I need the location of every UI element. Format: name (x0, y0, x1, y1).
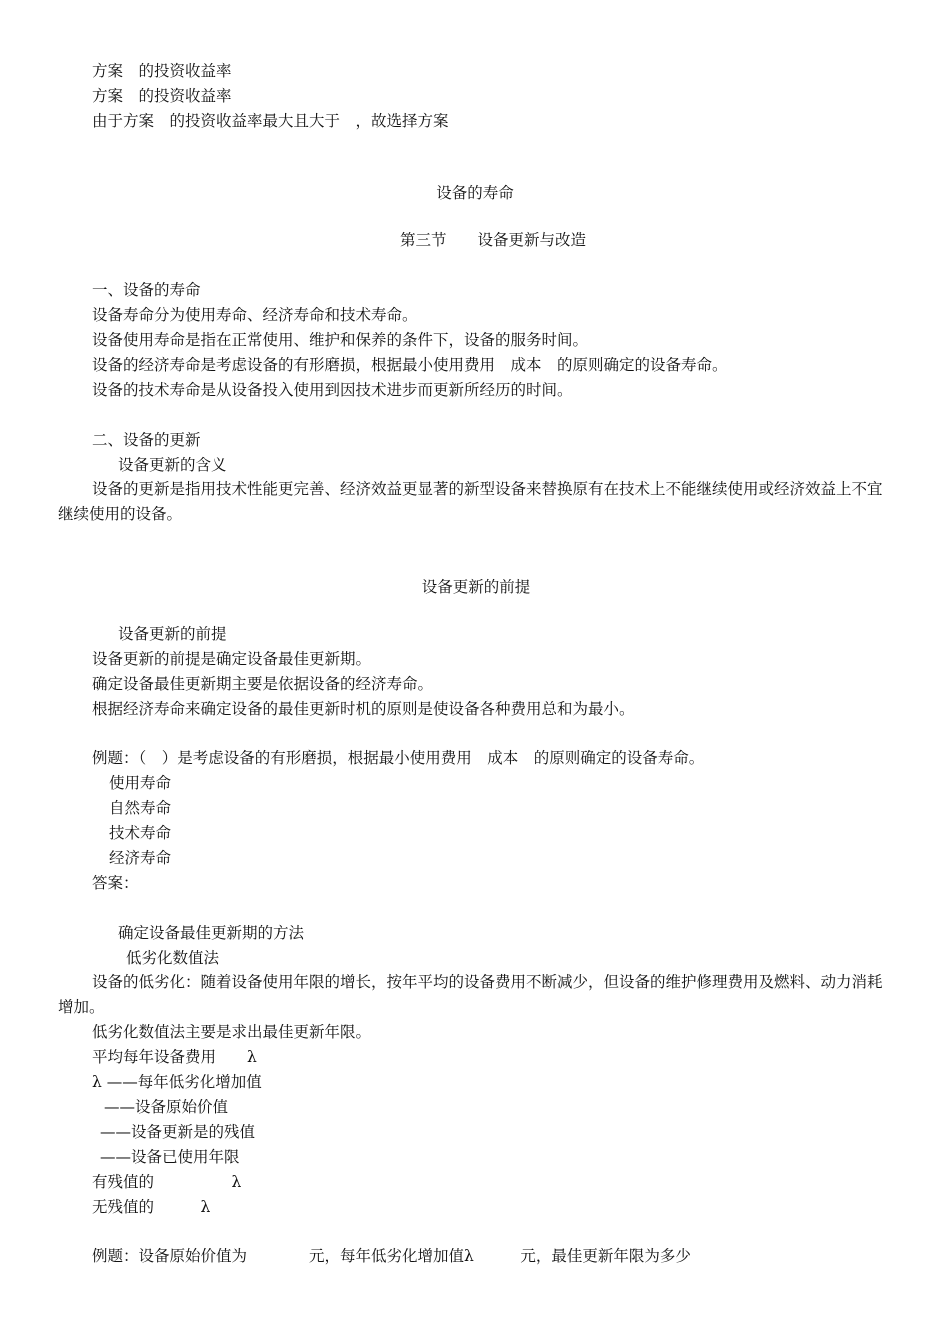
formula-line: 有残值的 λ (92, 1173, 242, 1191)
text-line: 由于方案 的投资收益率最大且大于 ，故选择方案 (92, 112, 449, 130)
formula-line: ——设备已使用年限 (100, 1148, 240, 1166)
text-line: 设备使用寿命是指在正常使用、维护和保养的条件下，设备的服务时间。 (92, 331, 589, 349)
sub-heading: 低劣化数值法 (126, 949, 220, 967)
answer-option: 技术寿命 (109, 824, 172, 842)
example-question: 例题：（ ）是考虑设备的有形磨损，根据最小使用费用 成本 的原则确定的设备寿命。 (92, 749, 705, 767)
answer-option: 经济寿命 (109, 849, 172, 867)
sub-heading: 确定设备最佳更新期的方法 (118, 924, 305, 942)
sub-heading: 设备更新的含义 (118, 456, 227, 474)
section-heading: 设备的寿命 (436, 184, 514, 202)
answer-label: 答案： (92, 874, 139, 892)
text-line: 方案 的投资收益率 (92, 87, 232, 105)
paragraph (58, 477, 894, 527)
section-heading: 设备更新的前提 (421, 578, 531, 596)
text-line: 设备的技术寿命是从设备投入使用到因技术进步而更新所经历的时间。 (92, 381, 573, 399)
text-line: 设备的经济寿命是考虑设备的有形磨损，根据最小使用费用 成本 的原则确定的设备寿命。 (92, 356, 728, 374)
formula-line: 无残值的 λ (92, 1198, 211, 1216)
sub-heading: 设备更新的前提 (118, 625, 227, 643)
text-line: 设备寿命分为使用寿命、经济寿命和技术寿命。 (92, 306, 418, 324)
subsection-heading: 二、设备的更新 (92, 431, 201, 449)
paragraph-text: 设备的更新是指用技术性能更完善、经济效益更显著的新型设备来替换原有在技术上不能继续使用或经济效益上不宜继续使用的设备。 (58, 480, 883, 523)
text-line: 低劣化数值法主要是求出最佳更新年限。 (92, 1023, 372, 1041)
paragraph (58, 970, 894, 1020)
text-line: 根据经济寿命来确定设备的最佳更新时机的原则是使设备各种费用总和为最小。 (92, 700, 635, 718)
text-line: 设备更新的前提是确定设备最佳更新期。 (92, 650, 372, 668)
paragraph-text: 设备的低劣化：随着设备使用年限的增长，按年平均的设备费用不断减少，但设备的维护修理费用及燃料、动力消耗增加。 (58, 973, 883, 1016)
text-line: 确定设备最佳更新期主要是依据设备的经济寿命。 (92, 675, 434, 693)
formula-line: ——设备原始价值 (104, 1098, 229, 1116)
formula-line: ——设备更新是的残值 (100, 1123, 256, 1141)
chapter-heading: 第三节 设备更新与改造 (399, 231, 586, 249)
example-question: 例题：设备原始价值为 元，每年低劣化增加值λ 元，最佳更新年限为多少 (92, 1247, 691, 1265)
subsection-heading: 一、设备的寿命 (92, 281, 201, 299)
text-line: 方案 的投资收益率 (92, 62, 232, 80)
formula-line: λ ——每年低劣化增加值 (92, 1073, 262, 1091)
answer-option: 使用寿命 (109, 774, 172, 792)
formula-line: 平均每年设备费用 λ (92, 1048, 257, 1066)
answer-option: 自然寿命 (109, 799, 172, 817)
